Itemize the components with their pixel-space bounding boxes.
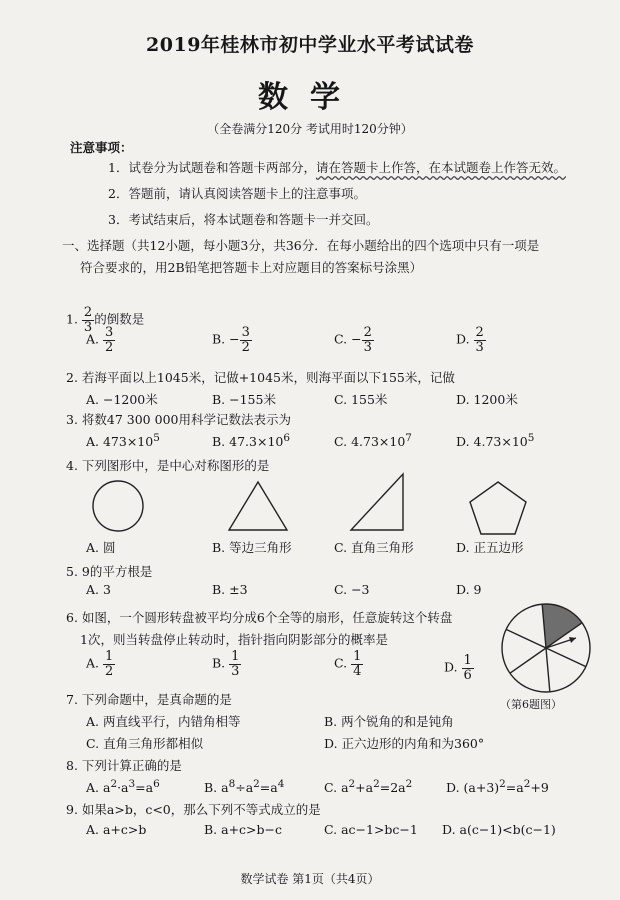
- q4-stem: 4. 下列图形中，是中心对称图形的是: [66, 458, 270, 473]
- q8-c-e3: 2: [405, 778, 413, 790]
- q8-option-b: [204, 778, 284, 795]
- q6-c-label: C.: [334, 655, 348, 671]
- q2-option-d: D. 1200米: [456, 392, 518, 407]
- right-triangle-shape: [351, 474, 403, 530]
- q3-stem: 3. 将数47 300 000用科学记数法表示为: [66, 412, 291, 427]
- q6-b-frac: [229, 650, 241, 678]
- q9-option-a: A. a+c>b: [86, 822, 147, 837]
- q3-a-exp: 5: [153, 432, 160, 444]
- q8-stem: 8. 下列计算正确的是: [66, 758, 182, 773]
- q8-b-e3: 4: [277, 778, 285, 790]
- q6-option-c: [334, 650, 363, 678]
- notice-item-1: [108, 158, 566, 176]
- q1-b-num: 3: [241, 325, 250, 340]
- q1-b-den: 2: [241, 339, 250, 355]
- q7-option-b: B. 两个锐角的和是钝角: [324, 714, 454, 729]
- circle-shape: [93, 481, 143, 531]
- q4-option-d: D. 正五边形: [456, 540, 524, 555]
- q1-c-frac: [362, 326, 374, 354]
- q4-equilateral-triangle-figure: [225, 478, 291, 534]
- q2-option-c: C. 155米: [334, 392, 388, 407]
- q8-option-a: [86, 778, 160, 795]
- q3-b-exp: 6: [283, 432, 290, 444]
- notice-title: 注意事项：: [70, 140, 133, 155]
- q9-stem: 9. 如果a>b，c<0，那么下列不等式成立的是: [66, 802, 321, 817]
- q6-d-label: D.: [444, 659, 458, 675]
- q6-figure-caption: （第6题图）: [500, 698, 562, 711]
- q1-a-num: 3: [105, 325, 114, 340]
- q7-stem: 7. 下列命题中，是真命题的是: [66, 692, 232, 707]
- q8-b-e1: 8: [228, 778, 236, 790]
- spinner-pointer-head: [569, 637, 576, 643]
- q1-d-label: D.: [456, 331, 470, 347]
- spinner-shaded-sector: [542, 604, 582, 648]
- q9-option-d: D. a(c−1)<b(c−1): [442, 822, 556, 837]
- q8-c-e2: 2: [373, 778, 380, 790]
- notice-item-2: 2．答题前，请认真阅读答题卡上的注意事项。: [108, 186, 366, 201]
- q2-stem: 2. 若海平面以上1045米，记做+1045米，则海平面以下155米，记做: [66, 370, 455, 385]
- exam-title: 2019年桂林市初中学业水平考试试卷: [146, 34, 474, 56]
- q5-stem: 5. 9的平方根是: [66, 564, 153, 579]
- q6-a-label: A.: [86, 655, 100, 671]
- q7-option-d: D. 正六边形的内角和为360°: [324, 736, 485, 751]
- q8-option-c: [324, 778, 412, 795]
- q6-spinner-figure: [496, 598, 596, 698]
- exam-meta: （全卷满分120分 考试用时120分钟）: [207, 122, 413, 136]
- q4-option-c: C. 直角三角形: [334, 540, 414, 555]
- q1-a-frac: [103, 326, 115, 354]
- q3-d-exp: 5: [527, 432, 535, 444]
- q7-option-c: C. 直角三角形都相似: [86, 736, 204, 751]
- q1-number: 1.: [66, 311, 78, 327]
- q2-option-b: B. −155米: [212, 392, 276, 407]
- q3-option-c: [334, 432, 412, 449]
- q1-c-num: 2: [363, 325, 372, 340]
- q5-option-d: D. 9: [456, 582, 482, 597]
- q8-b-mid2: =a: [259, 780, 278, 796]
- q1-frac-den: 3: [83, 319, 93, 335]
- q3-option-d: [456, 432, 534, 449]
- notice-item-1-text: 1．试卷分为试题卷和答题卡两部分，: [108, 160, 316, 175]
- q6-d-den: 6: [463, 667, 472, 683]
- q4-right-triangle-figure: [345, 470, 411, 534]
- q5-option-a: A. 3: [86, 582, 111, 597]
- q8-b-mid: ÷a: [235, 780, 254, 796]
- q6-option-a: [86, 650, 115, 678]
- q1-c-label: C.: [334, 331, 348, 347]
- q4-pentagon-figure: [466, 478, 530, 538]
- q3-b-text: B. 47.3×10: [212, 434, 284, 450]
- q1-option-d: [456, 326, 486, 354]
- q6-a-num: 1: [105, 649, 114, 664]
- q8-d-e1: 2: [499, 778, 506, 790]
- q6-c-den: 4: [353, 663, 362, 679]
- section-1-line-1: 一、选择题（共12小题，每小题3分，共36分．在每小题给出的四个选项中只有一项是: [62, 238, 540, 253]
- q8-d-mid: =a: [505, 780, 524, 796]
- q8-a-mid: ·a: [117, 780, 129, 796]
- q8-a-e1: 2: [110, 778, 118, 790]
- q6-option-b: [212, 650, 241, 678]
- q1-b-frac: [240, 326, 252, 354]
- spinner-divider-line: [546, 648, 586, 667]
- q1-d-frac: [474, 326, 486, 354]
- q8-option-d: [446, 778, 549, 795]
- q6-b-den: 3: [231, 663, 240, 679]
- q6-b-label: B.: [212, 655, 226, 671]
- q5-option-c: C. −3: [334, 582, 370, 597]
- pentagon-shape: [470, 482, 526, 534]
- q1-option-c: [334, 326, 374, 354]
- q8-c-mid2: =2a: [379, 780, 406, 796]
- notice-item-1-emphasis: 请在答题卡上作答，在本试题卷上作答无效。: [315, 160, 566, 175]
- q3-c-text: C. 4.73×10: [334, 434, 406, 450]
- equilateral-triangle-shape: [229, 482, 287, 530]
- q1-a-label: A.: [86, 331, 100, 347]
- q1-c-den: 3: [363, 339, 372, 355]
- q6-option-d: [444, 654, 474, 682]
- q1-d-den: 3: [475, 339, 484, 355]
- q8-a-mid2: =a: [135, 780, 154, 796]
- q2-option-a: A. −1200米: [86, 392, 158, 407]
- q6-stem-line-2: 1次，则当转盘停止转动时，指针指向阴影部分的概率是: [80, 632, 388, 647]
- q8-a-e3: 6: [153, 778, 160, 790]
- notice-item-3: 3．考试结束后，将本试题卷和答题卡一并交回。: [108, 212, 379, 227]
- q1-c-sign: −: [351, 331, 362, 347]
- spinner-divider-line: [546, 648, 550, 692]
- q3-d-text: D. 4.73×10: [456, 434, 528, 450]
- q4-circle-figure: [88, 478, 148, 534]
- q3-option-b: [212, 432, 290, 449]
- q8-c-mid: +a: [355, 780, 374, 796]
- q1-option-b: [212, 326, 252, 354]
- spinner-divider-line: [506, 629, 546, 648]
- q8-a-e2: 3: [128, 778, 136, 790]
- q8-a-pre: A. a: [86, 780, 111, 796]
- q6-a-frac: [103, 650, 115, 678]
- q4-option-a: A. 圆: [86, 540, 116, 555]
- q1-b-sign: −: [229, 331, 240, 347]
- q1-d-num: 2: [475, 325, 484, 340]
- q8-b-e2: 2: [253, 778, 260, 790]
- q6-stem-line-1: 6. 如图，一个圆形转盘被平均分成6个全等的扇形，任意旋转这个转盘: [66, 610, 453, 625]
- q7-option-a: A. 两直线平行，内错角相等: [86, 714, 241, 729]
- page-footer: 数学试卷 第1页（共4页）: [240, 872, 380, 886]
- q1-a-den: 2: [105, 339, 114, 355]
- q1-option-a: [86, 326, 115, 354]
- section-1-line-2: 符合要求的，用2B铅笔把答题卡上对应题目的答案标号涂黑）: [80, 260, 423, 275]
- q6-b-num: 1: [231, 649, 240, 664]
- q8-d-mid2: +9: [530, 780, 549, 796]
- q3-c-exp: 7: [405, 432, 412, 444]
- q8-d-e2: 2: [523, 778, 531, 790]
- q6-c-frac: [351, 650, 363, 678]
- q4-option-b: B. 等边三角形: [212, 540, 292, 555]
- q3-option-a: [86, 432, 160, 449]
- q8-b-pre: B. a: [204, 780, 229, 796]
- q1-stem-text: 的倒数是: [94, 311, 145, 327]
- q1-b-label: B.: [212, 331, 226, 347]
- q6-d-frac: [462, 654, 474, 682]
- q6-c-num: 1: [353, 649, 362, 664]
- q9-option-c: C. ac−1>bc−1: [324, 822, 418, 837]
- q5-option-b: B. ±3: [212, 582, 248, 597]
- q3-a-text: A. 473×10: [86, 434, 154, 450]
- q8-d-pre: D. (a+3): [446, 780, 500, 796]
- spinner-divider-line: [510, 648, 546, 673]
- q6-d-num: 1: [463, 653, 472, 668]
- subject-title: 数学: [258, 80, 362, 115]
- q8-c-pre: C. a: [324, 780, 349, 796]
- q9-option-b: B. a+c>b−c: [204, 822, 283, 837]
- q1-frac-num: 2: [83, 305, 93, 320]
- q8-c-e1: 2: [348, 778, 356, 790]
- q6-a-den: 2: [105, 663, 114, 679]
